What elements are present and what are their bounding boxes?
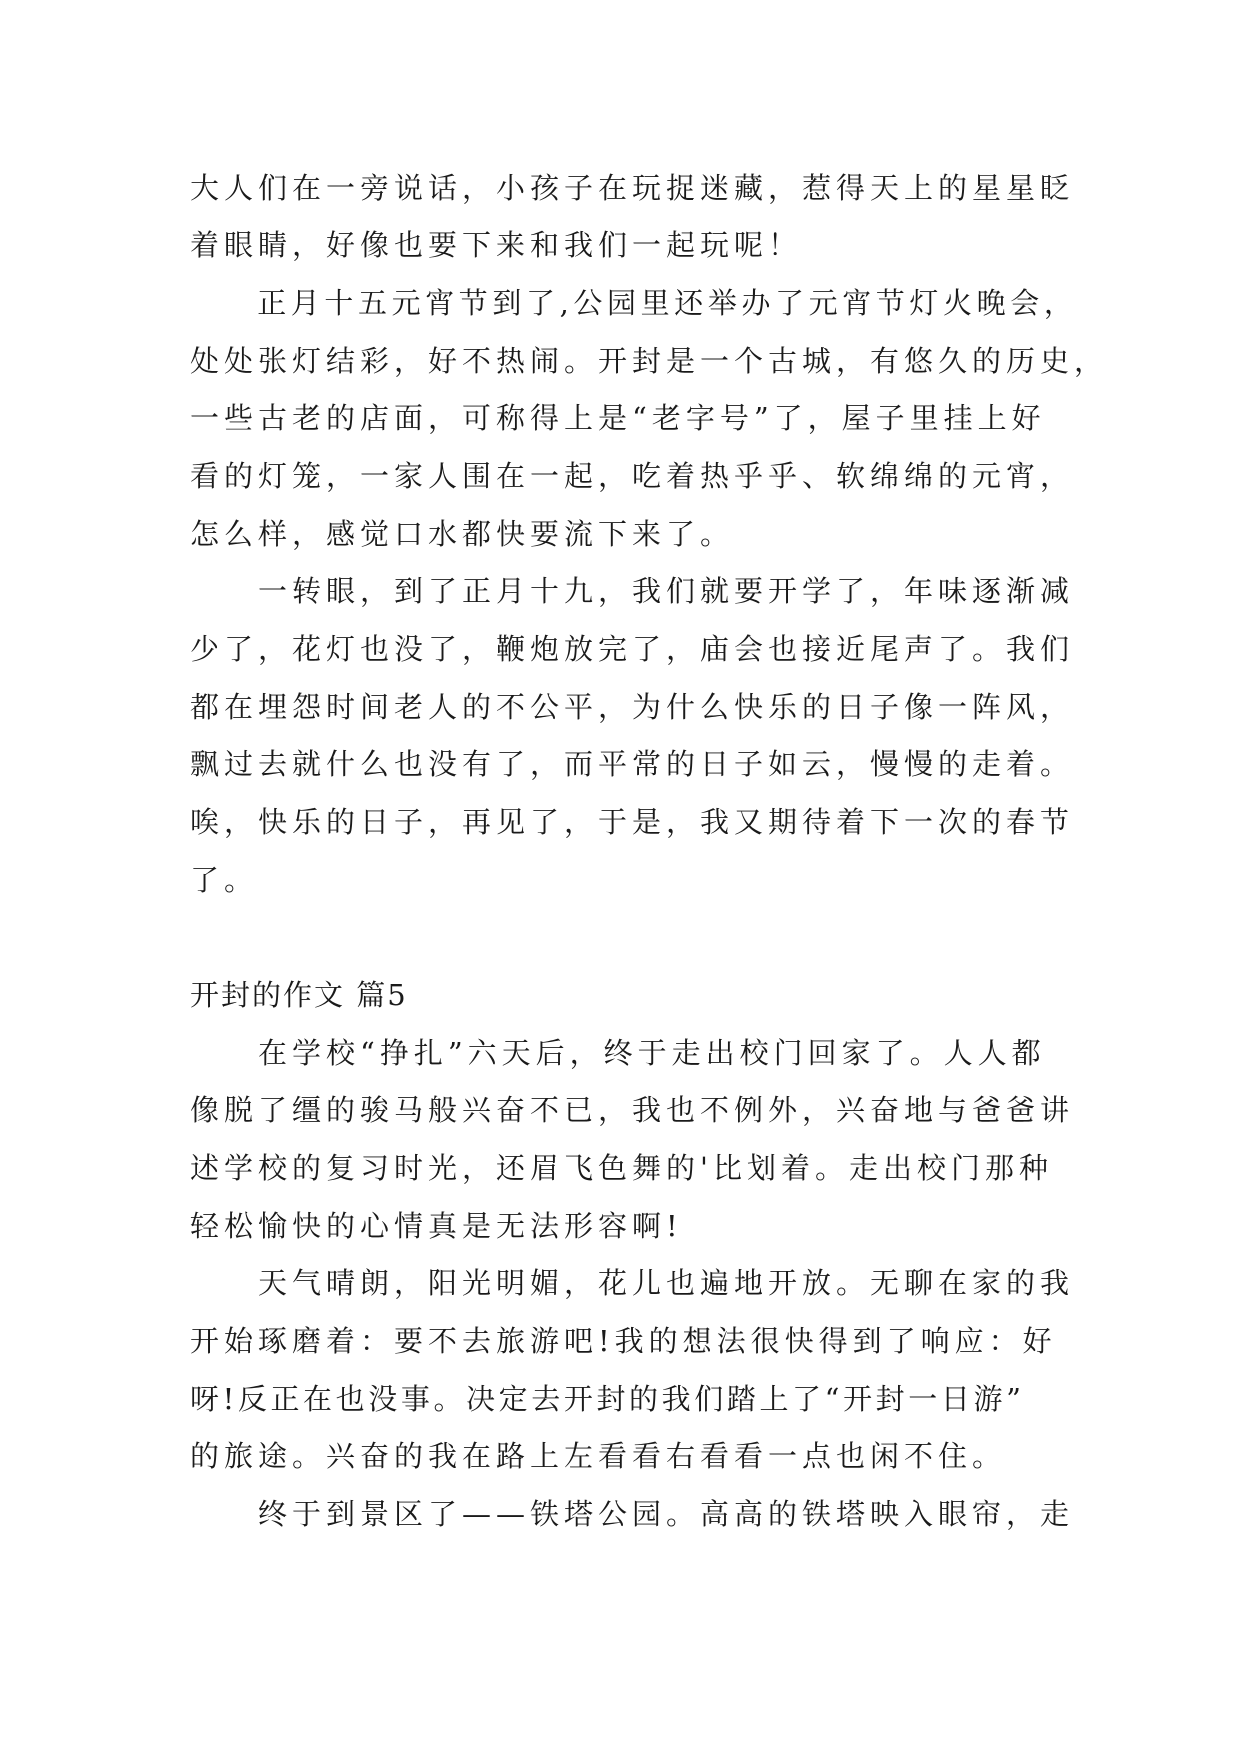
paragraph-line: 飘过去就什么也没有了，而平常的日子如云，慢慢的走着。 [190, 747, 1075, 781]
paragraph-line: 看的灯笼，一家人围在一起，吃着热乎乎、软绵绵的元宵， [190, 459, 1075, 493]
paragraph-line: 处处张灯结彩，好不热闹。开封是一个古城，有悠久的历史， [190, 344, 1109, 378]
paragraph-line: 了。 [190, 863, 259, 897]
paragraph-line: 怎么样，感觉口水都快要流下来了。 [190, 517, 735, 551]
paragraph-line: 像脱了缰的骏马般兴奋不已，我也不例外，兴奋地与爸爸讲 [190, 1093, 1075, 1127]
paragraph-line: 正月十五元宵节到了,公园里还举办了元宵节灯火晚会， [190, 286, 1078, 320]
paragraph-line: 终于到景区了——铁塔公园。高高的铁塔映入眼帘，走 [190, 1497, 1075, 1531]
paragraph-line: 都在埋怨时间老人的不公平，为什么快乐的日子像一阵风， [190, 690, 1075, 724]
paragraph-line: 一转眼，到了正月十九，我们就要开学了，年味逐渐减 [190, 574, 1075, 608]
paragraph-line: 天气晴朗，阳光明媚，花儿也遍地开放。无聊在家的我 [190, 1266, 1075, 1300]
paragraph-line: 的旅途。兴奋的我在路上左看看右看看一点也闲不住。 [190, 1439, 1007, 1473]
paragraph-line: 唉，快乐的日子，再见了，于是，我又期待着下一次的春节 [190, 805, 1075, 839]
section-heading: 开封的作文 篇5 [190, 978, 408, 1012]
paragraph-line: 述学校的复习时光，还眉飞色舞的'比划着。走出校门那种 [190, 1151, 1053, 1185]
paragraph-line: 大人们在一旁说话，小孩子在玩捉迷藏，惹得天上的星星眨 [190, 171, 1075, 205]
paragraph-line: 在学校“挣扎”六天后，终于走出校门回家了。人人都 [190, 1036, 1046, 1070]
paragraph-line: 着眼睛，好像也要下来和我们一起玩呢！ [190, 228, 803, 262]
paragraph-line: 轻松愉快的心情真是无法形容啊! [190, 1209, 683, 1243]
paragraph-line: 一些古老的店面，可称得上是“老字号”了，屋子里挂上好 [190, 401, 1046, 435]
paragraph-line: 开始琢磨着：要不去旅游吧!我的想法很快得到了响应：好 [190, 1324, 1057, 1358]
paragraph-line: 少了，花灯也没了，鞭炮放完了，庙会也接近尾声了。我们 [190, 632, 1075, 666]
paragraph-line: 呀!反正在也没事。决定去开封的我们踏上了“开封一日游” [190, 1382, 1025, 1416]
